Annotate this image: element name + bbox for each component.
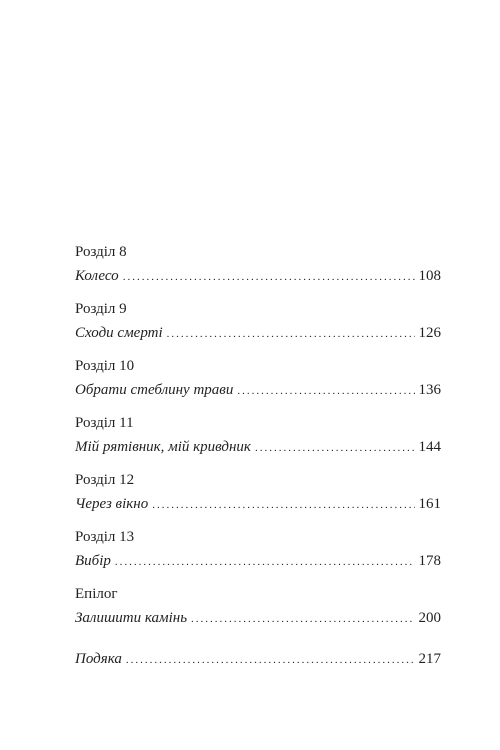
- chapter-heading: Розділ 8: [75, 244, 127, 260]
- page-number: 126: [418, 325, 441, 341]
- entry-title: Вибір: [75, 553, 111, 569]
- page-number: 108: [418, 268, 441, 284]
- toc-entry: [75, 492, 441, 516]
- toc-entry: [75, 264, 441, 288]
- dot-leader: [255, 436, 415, 460]
- table-of-contents: [75, 240, 441, 680]
- toc-section-chapter-8: [75, 240, 441, 288]
- chapter-heading: Розділ 9: [75, 301, 127, 317]
- dot-leader: [237, 379, 414, 403]
- entry-title: Мій рятівник, мій кривдник: [75, 439, 251, 455]
- entry-title: Залишити камінь: [75, 610, 188, 626]
- dot-leader: [123, 265, 415, 289]
- toc-entry: [75, 606, 441, 630]
- entry-title: Колесо: [75, 268, 119, 284]
- toc-section-chapter-13: [75, 525, 441, 573]
- chapter-heading: Розділ 10: [75, 358, 135, 374]
- toc-section-chapter-12: [75, 468, 441, 516]
- chapter-heading: Епілог: [75, 586, 118, 602]
- page-number: 217: [418, 651, 441, 667]
- toc-entry: [75, 549, 441, 573]
- entry-title: Сходи смерті: [75, 325, 163, 341]
- section-gap: [75, 639, 441, 647]
- dot-leader: [115, 550, 415, 574]
- dot-leader: [191, 607, 414, 631]
- toc-entry: [75, 321, 441, 345]
- toc-entry: [75, 378, 441, 402]
- toc-section-chapter-11: [75, 411, 441, 459]
- toc-entry: [75, 435, 441, 459]
- page-number: 161: [418, 496, 441, 512]
- dot-leader: [167, 322, 415, 346]
- page-number: 144: [418, 439, 441, 455]
- toc-section-chapter-10: [75, 354, 441, 402]
- toc-section-epilogue: [75, 582, 441, 630]
- chapter-heading: Розділ 13: [75, 529, 135, 545]
- entry-title: Обрати стеблину трави: [75, 382, 234, 398]
- dot-leader: [152, 493, 414, 517]
- toc-section-acknowledgments: [75, 647, 441, 671]
- page-number: 136: [418, 382, 441, 398]
- entry-title: Подяка: [75, 651, 122, 667]
- page-number: 200: [418, 610, 441, 626]
- toc-entry: [75, 647, 441, 671]
- entry-title: Через вікно: [75, 496, 149, 512]
- chapter-heading: Розділ 12: [75, 472, 135, 488]
- dot-leader: [126, 648, 415, 672]
- toc-section-chapter-9: [75, 297, 441, 345]
- chapter-heading: Розділ 11: [75, 415, 134, 431]
- page-number: 178: [418, 553, 441, 569]
